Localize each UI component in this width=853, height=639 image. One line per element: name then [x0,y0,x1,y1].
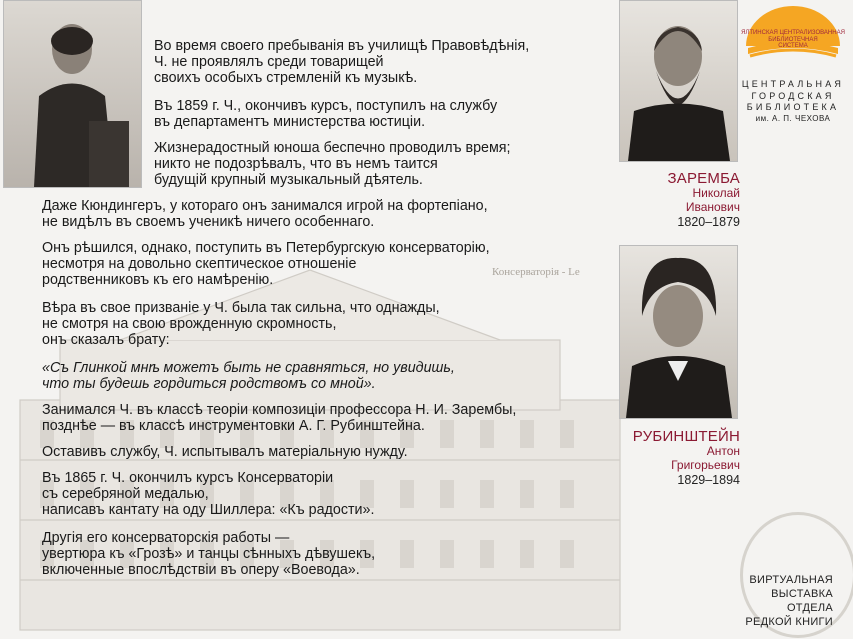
paragraph-1: Во время своего пребыванія въ училищѣ Правовѣдѣнія, Ч. не проявлялъ среди товарищей своихъ особыхъ стремленій къ музыкѣ. [154,38,530,86]
logo-system-text: ЯЛТИНСКАЯ ЦЕНТРАЛИЗОВАННАЯ БИБЛИОТЕЧНАЯ СИСТЕМА [741,30,845,50]
rubinstein-years: 1829–1894 [677,472,740,487]
zaremba-years: 1820–1879 [677,214,740,229]
rubinstein-caption [633,428,740,487]
building-caption: Консерваторія - Le [492,266,580,278]
zaremba-portrait [619,0,738,162]
paragraph-3: Жизнерадостный юноша беспечно проводилъ время; никто не подозрѣвалъ, что въ немъ таится будущій крупный музыкальный дѣятель. [154,140,511,188]
paragraph-8: Занимался Ч. въ классѣ теоріи композиціи профессора Н. И. Зарембы, позднѣе — въ классѣ инструментовки А. Г. Рубинштейна. [42,402,517,434]
zaremba-first-name: Николай [692,186,740,201]
logo-title: ЦЕНТРАЛЬНАЯ ГОРОДСКАЯ БИБЛИОТЕКА [741,79,845,112]
rubinstein-patronymic: Григорьевич [671,458,740,473]
paragraph-5: Онъ рѣшился, однако, поступить въ Петербургскую консерваторію, несмотря на довольно скептическое отношеніе родственниковъ къ его намѣренію. [42,240,490,288]
paragraph-11: Другія его консерваторскія работы — увертюра къ «Грозѣ» и танцы сѣнныхъ дѣвушекъ, включенные впослѣдствіи въ оперу «Воевода». [42,530,376,578]
quote-paragraph: «Съ Глинкой мнѣ можетъ быть не сравняться, но увидишь, что ты будешь гордиться родствомъ со мной». [42,360,455,392]
paragraph-10: Въ 1865 г. Ч. окончилъ курсъ Консерваторіи съ серебряной медалью, написавъ кантату на оду Шиллера: «Къ радости». [42,470,375,518]
paragraph-4: Даже Кюндингеръ, у котораго онъ занимался игрой на фортепіано, не видѣлъ въ своемъ ученикѣ ничего особеннаго. [42,198,488,230]
logo-subtitle: им. А. П. ЧЕХОВА [755,114,831,123]
young-tchaikovsky-portrait [3,0,142,188]
paragraph-9: Оставивъ службу, Ч. испытывалъ матеріальную нужду. [42,444,408,460]
rubinstein-portrait [619,245,738,419]
zaremba-surname: ЗАРЕМБА [667,170,740,187]
rubinstein-surname: РУБИНШТЕЙН [632,428,740,445]
paragraph-6: Вѣра въ свое призваніе у Ч. была так сильна, что однажды, не смотря на свою врожденную скромность, онъ сказалъ брату: [42,300,440,348]
zaremba-patronymic: Иванович [685,200,740,215]
rubinstein-first-name: Антон [706,444,740,459]
exhibit-label: ВИРТУАЛЬНАЯ ВЫСТАВКА ОТДЕЛА РЕДКОЙ КНИГИ [745,574,833,628]
paragraph-2: Въ 1859 г. Ч., окончивъ курсъ, поступилъ на службу въ департаментъ министерства юстиціи. [154,98,498,130]
library-logo [738,6,848,126]
zaremba-caption [668,170,741,229]
